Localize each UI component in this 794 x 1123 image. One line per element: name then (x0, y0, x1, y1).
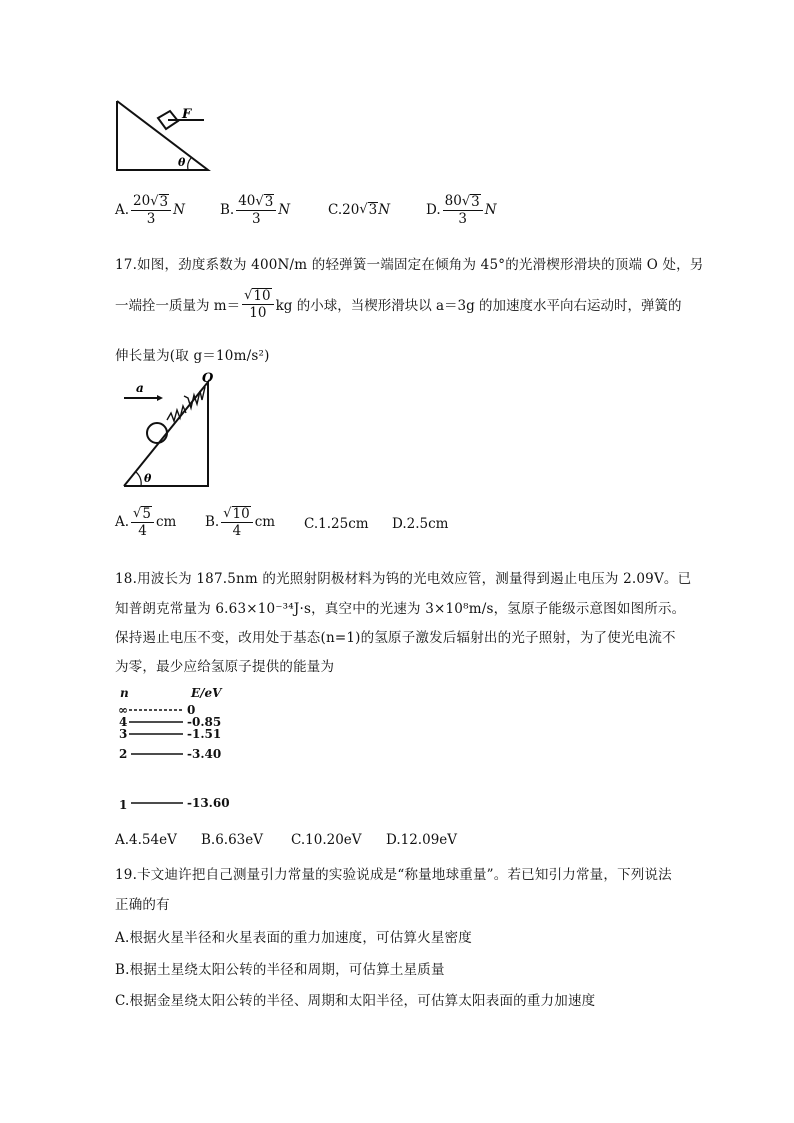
q18-option-c[interactable]: C.10.20eV (291, 832, 362, 848)
q18-option-a[interactable]: A.4.54eV (115, 832, 177, 848)
level-e: -13.60 (187, 796, 230, 810)
q18-option-d[interactable]: D.12.09eV (386, 832, 458, 848)
level-e: -0.85 (187, 715, 222, 729)
q18-line-2: 知普朗克常量为 6.63×10⁻³⁴J·s，真空中的光速为 3×10⁸m/s，氢原子能级示意图如图所示。 (115, 601, 686, 617)
e-header: E/eV (191, 686, 222, 700)
q18-option-b[interactable]: B.6.63eV (201, 832, 264, 848)
q17-line-2: 一端拴一质量为 m＝ √ 10 10 kg 的小球，当楔形滑块以 a＝3g 的加速度水平向右运动时，弹簧的 (115, 288, 682, 321)
q18-line-1: 18.用波长为 187.5nm 的光照射阴极材料为钨的光电效应管，测量得到遏止电压为 2.09V。已 (115, 571, 692, 587)
level-n: 2 (119, 747, 128, 761)
q18-line-4: 为零，最少应给氢原子提供的能量为 (115, 659, 335, 675)
q16-option-c[interactable]: C. 20 √ 3 N (328, 202, 391, 218)
q19-line-1: 19.卡文迪许把自己测量引力常量的实验说成是“称量地球重量”。若已知引力常量，下列说法 (115, 867, 672, 883)
incline-triangle (117, 101, 208, 170)
level-e: -3.40 (187, 747, 222, 761)
incline-force-figure (112, 96, 212, 176)
q17-option-c[interactable]: C.1.25cm (304, 516, 369, 532)
q19-option-a[interactable]: A.根据火星半径和火星表面的重力加速度，可估算火星密度 (115, 930, 472, 946)
force-label: F (182, 107, 192, 122)
n-header: n (120, 686, 129, 700)
q19-line-2: 正确的有 (115, 897, 170, 913)
q17-option-a[interactable]: A. √ 5 4 cm (115, 506, 177, 539)
q16-option-d[interactable]: D. 80 √ 3 3 N (426, 193, 497, 227)
q17-line-1: 17.如图，劲度系数为 400N/m 的轻弹簧一端固定在倾角为 45°的光滑楔形滑块的顶端 O 处，另 (115, 257, 704, 273)
q17-line-3: 伸长量为(取 g＝10m/s²) (115, 348, 270, 364)
level-e: 0 (187, 703, 196, 717)
angle-label: θ (144, 472, 152, 485)
level-n: 1 (119, 798, 128, 812)
wedge-spring-figure (112, 368, 222, 490)
level-n: 4 (119, 715, 128, 729)
level-n: 3 (119, 727, 128, 741)
point-o-label: O (202, 371, 214, 386)
q16-option-a[interactable]: A. 20 √ 3 3 N (115, 193, 185, 227)
q18-line-3: 保持遏止电压不变，改用处于基态(n=1)的氢原子激发后辐射出的光子照射，为了使光电流不 (115, 630, 676, 646)
q19-option-b[interactable]: B.根据土星绕太阳公转的半径和周期，可估算土星质量 (115, 962, 445, 978)
q16-option-b[interactable]: B. 40 √ 3 3 N (220, 193, 291, 227)
level-e: -1.51 (187, 727, 222, 741)
ball (147, 423, 167, 443)
energy-level-diagram (115, 685, 255, 813)
level-n: ∞ (118, 703, 128, 717)
angle-label: θ (178, 156, 186, 169)
accel-label: a (136, 381, 144, 395)
q19-option-c[interactable]: C.根据金星绕太阳公转的半径、周期和太阳半径，可估算太阳表面的重力加速度 (115, 993, 596, 1009)
q17-option-b[interactable]: B. √ 10 4 cm (205, 506, 276, 539)
q17-option-d[interactable]: D.2.5cm (392, 516, 449, 532)
